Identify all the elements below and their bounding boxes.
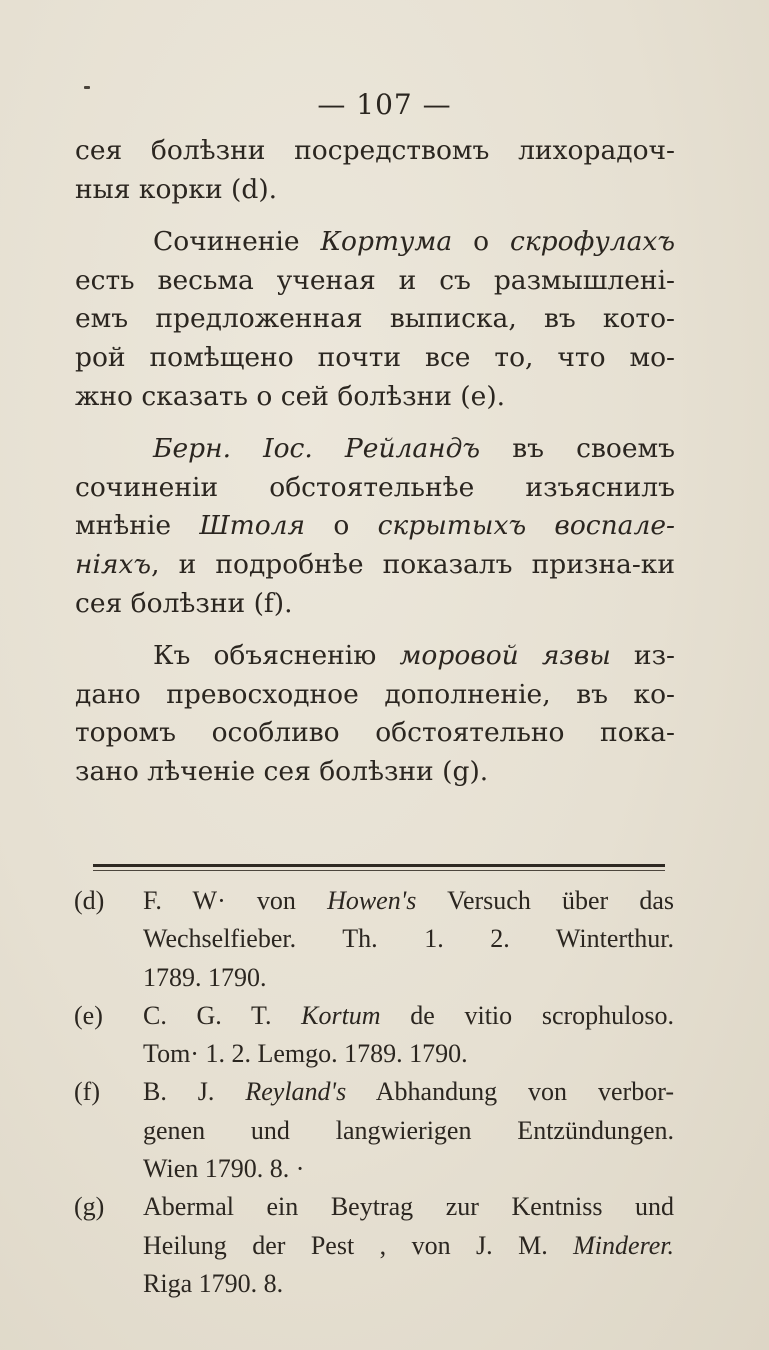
footnote-line xyxy=(143,882,674,920)
author-name: Берн. Іос. Рейландъ xyxy=(153,433,481,465)
disease-term: моровой язвы xyxy=(399,640,611,672)
text-line: емъ предложенная выписка, въ кото- xyxy=(75,303,675,335)
footnote-line: Riga 1790. 8. xyxy=(143,1268,284,1298)
text-line xyxy=(75,546,675,585)
footnote-mark: (d) xyxy=(74,886,105,915)
author-name: Minderer. xyxy=(573,1230,674,1260)
author-name: Штоля xyxy=(199,510,306,542)
footnote-divider-thin xyxy=(93,870,665,871)
footnote-d xyxy=(74,882,674,997)
footnote-line: Abermal ein Beytrag zur Kentniss und xyxy=(143,1192,674,1222)
text-line: сея болѣзни посредствомъ лихорадоч- xyxy=(75,135,675,166)
text-run: Abhandung von verbor- xyxy=(346,1077,674,1107)
text-line xyxy=(75,507,675,546)
text-line: рой помѣщено почти все то, что мо- xyxy=(75,341,675,373)
author-name: Кортума xyxy=(320,226,453,258)
text-run: de vitio scrophuloso. xyxy=(380,1000,674,1030)
text-line: сочиненіи обстоятельнѣе изъяснилъ xyxy=(75,471,675,503)
page-number: — 107 — xyxy=(317,88,452,121)
author-name: Kortum xyxy=(301,1000,381,1030)
footnote-g xyxy=(74,1188,674,1303)
text-line: сея болѣзни (f). xyxy=(75,587,293,619)
text-line xyxy=(75,430,675,469)
footnote-line xyxy=(143,1227,674,1265)
footnotes xyxy=(74,882,674,1303)
footnote-divider xyxy=(93,864,665,867)
text-run: Сочиненіе xyxy=(153,226,321,258)
text-run: из- xyxy=(610,640,675,672)
author-name: Howen's xyxy=(327,886,417,915)
text-line: дано превосходное дополненіе, въ ко- xyxy=(75,678,675,710)
text-run: о xyxy=(305,510,378,542)
text-run: о xyxy=(452,226,510,258)
paragraph-plague xyxy=(75,637,675,791)
text-line: ныя корки (d). xyxy=(75,173,278,205)
disease-term: ніяхъ xyxy=(75,548,152,580)
disease-term: скрытыхъ воспале- xyxy=(377,510,675,542)
footnote-line: genen und langwierigen Entzündungen. xyxy=(143,1115,674,1145)
text-line: есть весьма ученая и съ размышлені- xyxy=(75,264,675,296)
footnote-f xyxy=(74,1073,674,1188)
footnote-line xyxy=(143,1073,674,1111)
paragraph-continuation xyxy=(75,132,675,209)
text-run: въ своемъ xyxy=(480,433,676,465)
text-run: B. J. xyxy=(143,1077,246,1107)
text-line: жно сказать о сей болѣзни (е). xyxy=(75,380,506,412)
text-line xyxy=(75,637,675,676)
text-run: Heilung der Pest , von J. M. xyxy=(143,1230,574,1260)
paragraph-reyland xyxy=(75,430,675,623)
text-run: , и подробнѣе показалъ призна-ки xyxy=(151,548,675,580)
footnote-line xyxy=(143,997,674,1035)
footnote-line: 1789. 1790. xyxy=(143,962,267,992)
text-run: Versuch über das xyxy=(416,886,674,915)
footnote-line: Tom· 1. 2. Lemgo. 1789. 1790. xyxy=(143,1039,468,1069)
paragraph-kortum xyxy=(75,223,675,416)
text-run: Къ объясненію xyxy=(153,640,400,672)
main-text xyxy=(75,132,675,792)
text-line: зано лѣченіе сея болѣзни (g). xyxy=(75,755,489,787)
disease-term: скрофулахъ xyxy=(510,226,675,258)
footnote-line: Wien 1790. 8. · xyxy=(143,1154,305,1184)
footnote-mark: (e) xyxy=(74,1000,103,1030)
author-name: Reyland's xyxy=(245,1077,347,1107)
text-line: торомъ особливо обстоятельно пока- xyxy=(75,717,675,749)
footnote-mark: (g) xyxy=(74,1192,105,1222)
footnote-mark: (f) xyxy=(74,1077,100,1107)
text-run: C. G. T. xyxy=(143,1000,302,1030)
text-line xyxy=(75,223,675,262)
text-run: мнѣніе xyxy=(75,510,200,542)
footnote-e xyxy=(74,997,674,1074)
footnote-line: Wechselfieber. Th. 1. 2. Winterthur. xyxy=(143,924,674,954)
text-run: F. W· von xyxy=(143,886,328,915)
